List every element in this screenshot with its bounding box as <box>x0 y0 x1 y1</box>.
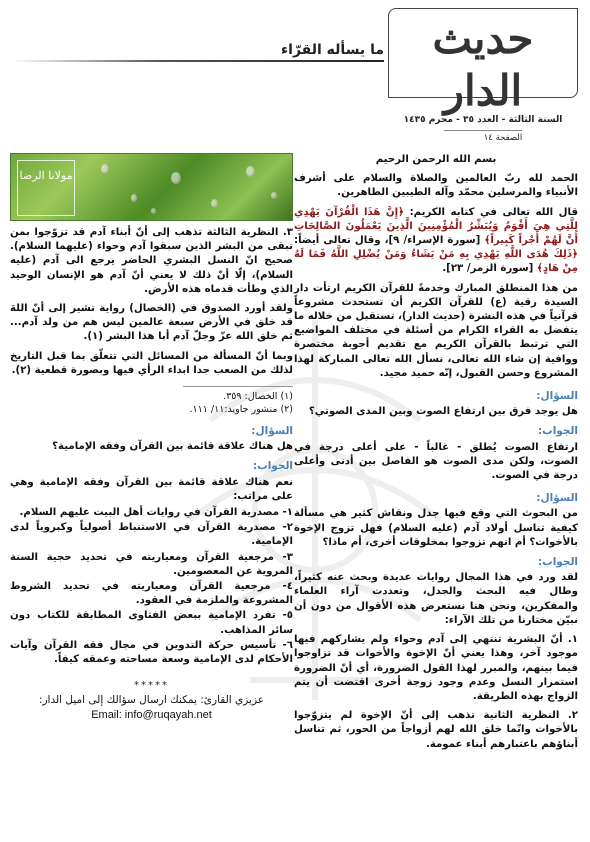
contact-prompt: عزيزي القارئ: يمكنك ارسال سؤالك إلى اميل الدار: <box>38 694 265 707</box>
stars-divider: ***** <box>134 680 169 692</box>
water-drop-icon <box>246 166 255 177</box>
water-drop-icon <box>151 208 156 214</box>
list-item: ٥- تفرد الإمامية ببعض الفتاوى المطابقة للكتاب دون سائر المذاهب. <box>10 610 293 636</box>
list-item: ٢- مصدرية القرآن في الاستنباط أصولياً وكبروياً لدى الإمامية. <box>10 522 293 548</box>
question-label: السؤال: <box>536 492 578 505</box>
water-drop-icon <box>171 172 181 184</box>
water-drop-icon <box>101 164 109 174</box>
footnote: (١) الخصال: ٣٥٩. <box>223 391 293 403</box>
answer-paragraph: ١. أنّ البشرية تنتهي إلى آدم وحواء ولم يشاركهم فيها موجود آخر، وهذا يعني أنّ الإخوة والأخوات قد تزاوجوا فيما بينهم، والمبرر لهذا القول الضرورة، أي أنّ الضرورة استمرار النسل وعدم وجود زوجة أخرى اقتضت أن يتم الزواج بهذه الطريقة. <box>294 634 578 702</box>
issue-info: السنة الثالثة - العدد ٣٥ - محرم ١٤٣٥ <box>403 115 563 125</box>
answer-paragraph: ٣. النظرية الثالثة تذهب إلى أنّ أبناء آدم قد تزوّجوا بمن تبقى من البشر الذين سبقوا آدم وحواء (عليهما السلام). صحيح انّ النسل البشري الحاضر يرجع الى آدم (عليه السلام)، إلّا أنّ ذلك لا يعني أنّ آدم هو الإنسان الوحيد الذي وطأت قدماه هذه الأرض. <box>10 227 293 295</box>
footnotes <box>183 386 293 416</box>
left-column <box>10 226 293 722</box>
quran-verse-1: ﴿إِنَّ هَذَا الْقُرْآنَ يَهْدِي لِلَّتِي هِيَ أَقْوَمُ وَيُبَشِّرُ الْمُؤْمِنِينَ الَّذِينَ يَعْمَلُونَ الصَّالِحَاتِ أَنَّ لَهُمْ أَجْراً كَبِيراً﴾ <box>294 206 578 247</box>
answer-paragraph: وبما أنّ المسألة من المسائل التي تتعلّق بما قبل التاريخ لذلك من الصعب جدا ابداء الرأي فيها وبصورة قطعية (٢). <box>10 350 293 376</box>
reader-contact <box>10 679 293 722</box>
footnote: (٢) منشور جاويد:١١/ ١١١. <box>189 404 293 416</box>
quran-verse-2: ﴿ذَلِكَ هُدَى اللَّهِ يَهْدِي بِهِ مَنْ يَشَاءُ وَمَنْ يُضْلِلِ اللَّهُ فَمَا لَهُ مِنْ هَادٍ﴾ <box>294 249 578 275</box>
intro-project: من هذا المنطلق المبارك وخدمةً للقرآن الكريم ارتأت دار السيدة رقية (ع) للقرآن الكريم أن تستحدث مشروعاً قرآنياً في هذه النشرة (حديث الدار)، تستقبل من خلاله ما يتفضل به القراء الكرام من أسئلة في مختلف المواضيع التي ترتبط بالقرآن الكريم مع تقديم أجوبة مختصرة ووافية إن شاء الله تعالى، نسأل الله تعالى المباركة لهذا المشروع وحسن القبول، إنّه حميد مجيد. <box>294 282 578 379</box>
list-item: ٤- مرجعية القرآن ومعياريته في تحديد الشروط المشروعة والملزمة في العقود. <box>10 581 293 607</box>
answer-paragraph: لقد ورد في هذا المجال روايات عديدة وبحث عنه كثيراً، وطال فيه البحث والجدل، وتعددت آراء العلماء والمفكرين، ونحن هنا نستعرض هذه الأقوال من دون أن نبيّن مختارنا من تلك الآراء: <box>294 572 578 626</box>
basmala: بسم الله الرحمن الرحيم <box>375 154 497 165</box>
section-title: ما يسأله القرّاء <box>281 42 384 58</box>
question-text: هل هناك علاقة قائمة بين القرآن وفقه الإمامية؟ <box>52 441 293 453</box>
intro-praise: الحمد لله ربّ العالمين والصلاة والسلام على أشرف الأنبياء والمرسلين محمّد وآله الطيبين الطاهرين. <box>294 173 578 199</box>
answer-paragraph: ٢. النظرية الثانية تذهب إلى أنّ الإخوة لم يتزوّجوا بالأخوات وانّما خلق الله لهم أزواجاً من الحور، ثم تناسل أبناؤهم باعتبارهم أبناء عمومة. <box>294 710 578 750</box>
list-item: ٦- تأسيس حركة التدوين في مجال فقه القرآن وآيات الأحكام لدى الإمامية وسعة مساحته وعمقه كيفاً. <box>10 639 293 666</box>
right-column <box>294 153 578 757</box>
magazine-logo: حديث الدار <box>432 14 534 115</box>
answer-intro: نعم هناك علاقة قائمة بين القرآن وفقه الإمامية وهي على مراتب: <box>10 476 293 502</box>
list-item: ٣- مرجعية القرآن ومعياريته في تحديد حجية السنة المروية عن المعصومين. <box>10 551 293 577</box>
decorative-banner <box>10 153 293 221</box>
answer-label: الجواب: <box>252 460 293 473</box>
list-item: ١- مصدرية القرآن في روايات أهل البيت عليهم السلام. <box>19 507 293 519</box>
verse-ref-text-2: [سورة الزمر/ ٢٣]. <box>442 263 537 275</box>
intro-verses <box>294 206 578 277</box>
answer-text: ارتفاع الصوت يُطلق - غالباً - على أعلى درجة في الصوت، ولكن مدى الصوت هو الفاصل بين أدنى وأعلى درجة في الصوت. <box>294 441 578 482</box>
question-label: السؤال: <box>251 425 293 438</box>
verse-intro-text: قال الله تعالى في كتابه الكريم: <box>404 206 578 218</box>
water-drop-icon <box>131 194 137 202</box>
question-text: من البحوث التي وقع فيها جدل ونقاش كثير هي مسألة كيفية تناسل أولاد آدم (عليه السلام) فهل تزوج الإخوة بالأخوات؟ أم انهم تزوجوا بمخلوقات أخرى، أم ماذا؟ <box>294 508 578 548</box>
answer-label: الجواب: <box>537 425 578 438</box>
answer-label: الجواب: <box>537 556 578 569</box>
masthead <box>388 8 578 143</box>
title-divider <box>12 60 384 62</box>
calligraphy-caption: مولانا الرضا <box>17 160 75 216</box>
question-label: السؤال: <box>536 390 578 403</box>
water-drop-icon <box>211 199 218 208</box>
answer-paragraph: ولقد أورد الصدوق في (الخصال) رواية تشير إلى أنّ اللهَ قد خلق في الأرض سبعة عالمين ليس هم من ولد آدم... ثم خلق الله عزّ وجلّ آدم أبا هذا البشر (١). <box>10 303 293 343</box>
page-number: الصفحة ١٤ <box>444 130 523 143</box>
question-text: هل يوجد فرق بين ارتفاع الصوت وبين المدى الصوتي؟ <box>308 406 578 418</box>
email-link[interactable]: Email: info@ruqayah.net <box>91 708 212 721</box>
water-drop-icon <box>271 192 277 199</box>
verse-ref-text: [سورة الإسراء/ ٩]، وقال تعالى أيضاً: <box>294 235 485 247</box>
